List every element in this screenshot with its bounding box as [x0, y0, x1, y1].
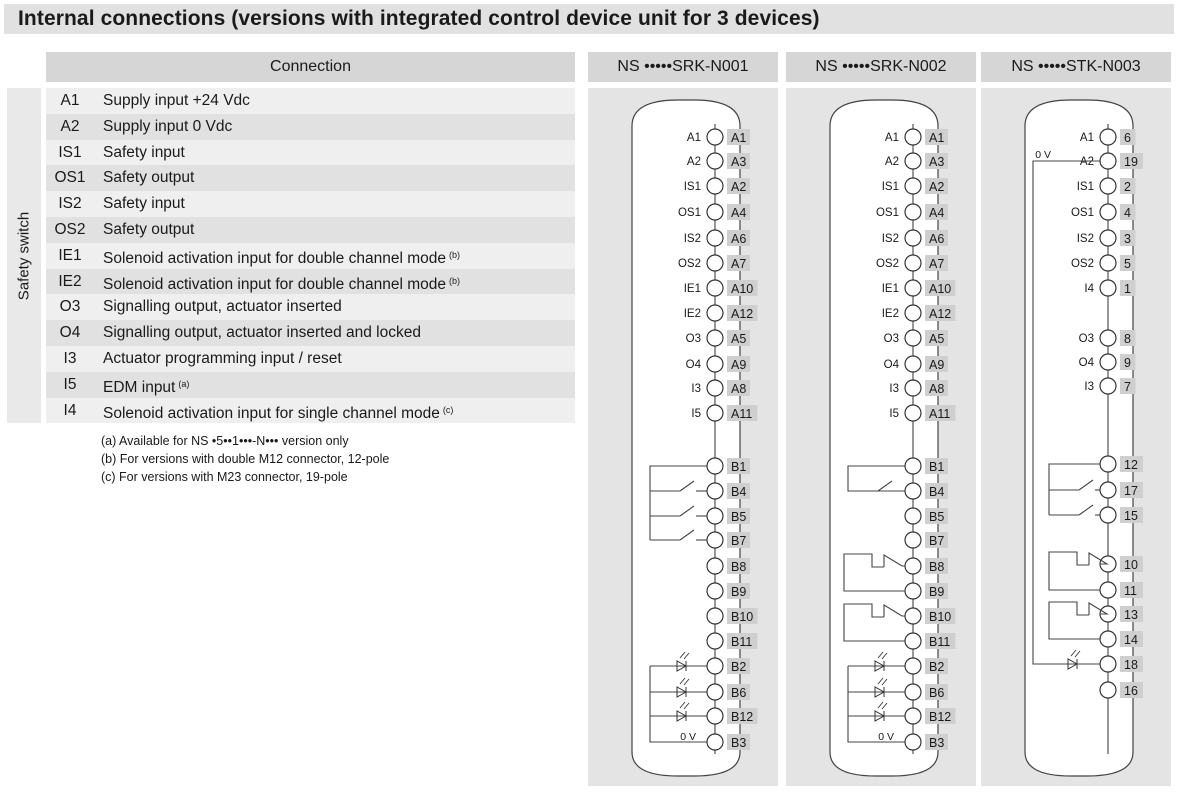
terminal-number: B4	[731, 485, 747, 499]
terminal-number: A11	[731, 407, 753, 421]
terminal-circle	[905, 508, 921, 524]
wiring-diagram-2	[786, 88, 976, 786]
terminal-number: A3	[929, 155, 945, 169]
terminal-number: A2	[929, 180, 945, 194]
terminal-circle	[905, 305, 921, 321]
terminal-number: A7	[731, 257, 747, 271]
terminal-number: B3	[929, 736, 945, 750]
terminal-number: B2	[731, 660, 747, 674]
connection-header: Connection	[46, 52, 575, 82]
terminal-circle	[707, 405, 723, 421]
terminal-number: B8	[929, 560, 945, 574]
table-row	[46, 346, 575, 372]
terminal-number: A8	[731, 382, 747, 396]
terminal-description: Actuator programming input / reset	[103, 349, 342, 367]
terminal-number: 18	[1124, 658, 1138, 672]
terminal-number: B8	[731, 560, 747, 574]
terminal-description: Safety output	[103, 169, 195, 187]
terminal-number: A1	[731, 131, 747, 145]
internal-signal-label: O3	[685, 333, 701, 345]
terminal-description: Safety output	[103, 220, 195, 238]
terminal-circle	[905, 633, 921, 649]
table-row	[46, 165, 575, 191]
terminal-number: 14	[1124, 633, 1138, 647]
terminal-circle	[905, 583, 921, 599]
terminal-circle	[905, 532, 921, 548]
terminal-number: 6	[1124, 131, 1131, 145]
terminal-number: A4	[731, 206, 747, 220]
terminal-circle	[707, 280, 723, 296]
zero-volt-label: 0 V	[878, 731, 894, 743]
terminal-description: Safety input	[103, 143, 185, 161]
device-body-outline	[1025, 100, 1133, 776]
terminal-description: Signalling output, actuator inserted	[103, 298, 342, 316]
terminal-number: B1	[929, 460, 945, 474]
terminal-number: A3	[731, 155, 747, 169]
terminal-code: A1	[60, 92, 80, 109]
terminal-circle	[905, 204, 921, 220]
table-row	[46, 140, 575, 166]
internal-signal-label: A1	[884, 132, 899, 144]
terminal-number: B7	[731, 534, 747, 548]
internal-signal-label: I5	[889, 408, 899, 420]
terminal-number: 2	[1124, 180, 1131, 194]
internal-signal-label: I3	[889, 383, 899, 395]
terminal-circle	[905, 129, 921, 145]
footnote-ref: (a)	[178, 378, 190, 389]
terminal-circle	[707, 583, 723, 599]
terminal-circle	[707, 356, 723, 372]
terminal-number: B6	[929, 686, 945, 700]
terminal-circle	[1100, 507, 1116, 523]
terminal-number: 9	[1124, 356, 1131, 370]
terminal-number: 11	[1124, 584, 1137, 598]
terminal-number: B1	[731, 460, 747, 474]
internal-signal-label: IS1	[1076, 181, 1094, 193]
terminal-circle	[1100, 582, 1116, 598]
terminal-circle	[1100, 230, 1116, 246]
footnote: (a) Available for NS •5••1•••-N••• version only	[101, 434, 349, 448]
terminal-circle	[905, 153, 921, 169]
terminal-number: 15	[1124, 509, 1138, 523]
terminal-number: A10	[731, 282, 754, 296]
terminal-number: A6	[929, 232, 945, 246]
terminal-number: A8	[929, 382, 945, 396]
terminal-circle	[905, 178, 921, 194]
internal-signal-label: IS1	[683, 181, 701, 193]
terminal-number: A12	[731, 307, 754, 321]
terminal-circle	[707, 558, 723, 574]
terminal-number: B5	[731, 510, 747, 524]
internal-signal-label: O4	[883, 359, 899, 371]
terminal-circle	[707, 633, 723, 649]
terminal-code: I4	[63, 401, 77, 419]
footnote-ref: (c)	[442, 404, 454, 415]
diagram-header-3: NS •••••STK-N003	[981, 52, 1171, 82]
table-row	[46, 294, 575, 320]
terminal-number: B5	[929, 510, 945, 524]
terminal-circle	[905, 356, 921, 372]
terminal-circle	[905, 558, 921, 574]
terminal-description: Safety input	[103, 195, 185, 213]
internal-signal-label: O4	[685, 359, 701, 371]
terminal-circle	[1100, 330, 1116, 346]
terminal-number: A5	[929, 332, 945, 346]
internal-signal-label: A2	[1079, 156, 1094, 168]
terminal-number: B11	[929, 635, 951, 649]
terminal-number: A9	[929, 358, 945, 372]
terminal-code: O4	[59, 324, 81, 342]
terminal-circle	[1100, 153, 1116, 169]
table-row	[46, 320, 575, 346]
terminal-description: Supply input +24 Vdc	[103, 92, 250, 109]
internal-signal-label: O3	[1078, 333, 1094, 345]
terminal-circle	[707, 684, 723, 700]
terminal-circle	[905, 734, 921, 750]
terminal-circle	[1100, 204, 1116, 220]
terminal-number: 17	[1124, 484, 1138, 498]
terminal-circle	[905, 255, 921, 271]
terminal-number: A11	[929, 407, 951, 421]
terminal-description: Solenoid activation input for double channel mode $^{(b)}$	[103, 249, 460, 267]
terminal-circle	[707, 608, 723, 624]
internal-signal-label: IS1	[881, 181, 899, 193]
table-row	[46, 269, 575, 295]
footnote: (b) For versions with double M12 connector, 12-pole	[101, 452, 390, 466]
terminal-number: 8	[1124, 332, 1131, 346]
terminal-code: IE2	[58, 272, 82, 290]
terminal-circle	[905, 230, 921, 246]
terminal-circle	[707, 532, 723, 548]
terminal-circle	[707, 458, 723, 474]
terminal-number: A10	[929, 282, 952, 296]
terminal-circle	[1100, 682, 1116, 698]
device-body-outline	[830, 100, 938, 776]
terminal-circle	[905, 458, 921, 474]
table-row	[46, 398, 575, 424]
terminal-number: A2	[731, 180, 747, 194]
terminal-circle	[1100, 482, 1116, 498]
terminal-number: A9	[731, 358, 747, 372]
terminal-description: Signalling output, actuator inserted and locked	[103, 324, 421, 342]
terminal-number: A12	[929, 307, 952, 321]
internal-signal-label: O3	[883, 333, 899, 345]
footnote-ref: (b)	[448, 249, 460, 260]
terminal-number: B11	[731, 635, 753, 649]
terminal-number: 3	[1124, 232, 1131, 246]
wiring-diagram-1	[588, 88, 778, 786]
terminal-number: B12	[731, 710, 754, 724]
diagram-panel-2	[786, 88, 976, 786]
terminal-number: 16	[1124, 684, 1138, 698]
terminal-number: B9	[929, 585, 945, 599]
terminal-circle	[1100, 631, 1116, 647]
terminal-description: EDM input $^{(a)}$	[103, 378, 190, 396]
table-row	[46, 372, 575, 398]
connection-table	[46, 88, 575, 423]
terminal-description: Supply input 0 Vdc	[103, 117, 233, 135]
diagram-header-2: NS •••••SRK-N002	[786, 52, 976, 82]
terminal-circle	[905, 708, 921, 724]
terminal-number: A6	[731, 232, 747, 246]
side-label-text: Safety switch	[15, 211, 33, 300]
terminal-circle	[707, 508, 723, 524]
terminal-number: B6	[731, 686, 747, 700]
zero-volt-label: 0 V	[1035, 149, 1051, 161]
terminal-circle	[1100, 378, 1116, 394]
diagram-header-1: NS •••••SRK-N001	[588, 52, 778, 82]
terminal-number: 7	[1124, 380, 1131, 394]
internal-signal-label: OS2	[1070, 258, 1094, 270]
internal-signal-label: OS1	[1070, 207, 1094, 219]
terminal-circle	[707, 305, 723, 321]
title-bar	[4, 4, 1174, 34]
internal-signal-label: A2	[884, 156, 899, 168]
internal-signal-label: A1	[1079, 132, 1094, 144]
internal-signal-label: I3	[691, 383, 701, 395]
terminal-number: 12	[1124, 458, 1138, 472]
internal-signal-label: O4	[1078, 357, 1094, 369]
terminal-description: Solenoid activation input for double channel mode $^{(b)}$	[103, 275, 460, 293]
page-title: Internal connections (versions with integrated control device unit for 3 devices)	[18, 7, 820, 30]
terminal-number: B2	[929, 660, 945, 674]
terminal-circle	[1100, 255, 1116, 271]
terminal-code: I5	[63, 375, 77, 393]
internal-signal-label: A1	[686, 132, 701, 144]
internal-signal-label: I4	[1084, 283, 1094, 295]
terminal-circle	[707, 129, 723, 145]
terminal-circle	[905, 483, 921, 499]
terminal-circle	[905, 405, 921, 421]
internal-signal-label: OS2	[677, 258, 701, 270]
terminal-number: A4	[929, 206, 945, 220]
terminal-circle	[905, 658, 921, 674]
terminal-number: 4	[1124, 206, 1131, 220]
internal-signal-label: IE1	[881, 283, 899, 295]
terminal-code: OS2	[54, 220, 86, 238]
terminal-circle	[707, 330, 723, 346]
terminal-circle	[1100, 129, 1116, 145]
internal-signal-label: IE2	[881, 308, 899, 320]
internal-signal-label: IE2	[683, 308, 701, 320]
terminal-code: IS1	[58, 143, 82, 161]
internal-signal-label: A2	[686, 156, 701, 168]
internal-signal-label: IS2	[881, 233, 899, 245]
terminal-circle	[707, 153, 723, 169]
internal-signal-label: I5	[691, 408, 701, 420]
terminal-circle	[707, 204, 723, 220]
terminal-number: A1	[929, 131, 945, 145]
terminal-code: O3	[59, 298, 81, 316]
terminal-circle	[905, 608, 921, 624]
terminal-number: A7	[929, 257, 945, 271]
terminal-description: Solenoid activation input for single channel mode $^{(c)}$	[103, 404, 454, 422]
device-body-outline	[632, 100, 740, 776]
internal-signal-label: OS2	[875, 258, 899, 270]
table-row	[46, 191, 575, 217]
terminal-code: OS1	[54, 169, 86, 187]
terminal-number: B10	[731, 610, 754, 624]
terminal-number: B9	[731, 585, 747, 599]
terminal-circle	[1100, 178, 1116, 194]
footnotes	[101, 432, 389, 486]
diagram-panel-1	[588, 88, 778, 786]
terminal-circle	[707, 230, 723, 246]
terminal-circle	[905, 380, 921, 396]
terminal-circle	[707, 483, 723, 499]
terminal-number: B4	[929, 485, 945, 499]
terminal-circle	[1100, 656, 1116, 672]
terminal-circle	[1100, 354, 1116, 370]
terminal-circle	[1100, 456, 1116, 472]
table-row	[46, 114, 575, 140]
terminal-circle	[905, 684, 921, 700]
terminal-circle	[905, 330, 921, 346]
terminal-circle	[905, 280, 921, 296]
table-row	[46, 243, 575, 269]
diagram-panel-3	[981, 88, 1171, 786]
terminal-number: B3	[731, 736, 747, 750]
internal-signal-label: IS2	[683, 233, 701, 245]
terminal-circle	[707, 734, 723, 750]
terminal-number: 10	[1124, 558, 1138, 572]
zero-volt-label: 0 V	[680, 731, 696, 743]
footnote: (c) For versions with M23 connector, 19-pole	[101, 470, 348, 484]
terminal-number: B7	[929, 534, 945, 548]
terminal-circle	[707, 380, 723, 396]
terminal-code: IE1	[58, 246, 82, 264]
terminal-circle	[707, 658, 723, 674]
terminal-code: IS2	[58, 195, 82, 213]
terminal-circle	[1100, 280, 1116, 296]
wiring-diagram-3	[981, 88, 1171, 786]
internal-signal-label: OS1	[875, 207, 899, 219]
terminal-number: B10	[929, 610, 952, 624]
table-row	[46, 217, 575, 243]
internal-signal-label: I3	[1084, 381, 1094, 393]
terminal-circle	[707, 178, 723, 194]
terminal-number: 1	[1124, 282, 1131, 296]
terminal-number: B12	[929, 710, 952, 724]
terminal-circle	[707, 708, 723, 724]
terminal-code: I3	[63, 349, 77, 367]
footnote-ref: (b)	[448, 275, 460, 286]
terminal-circle	[707, 255, 723, 271]
terminal-code: A2	[60, 117, 80, 135]
terminal-number: 13	[1124, 608, 1138, 622]
internal-signal-label: OS1	[677, 207, 701, 219]
internal-signal-label: IS2	[1076, 233, 1094, 245]
terminal-number: 5	[1124, 257, 1131, 271]
terminal-number: A5	[731, 332, 747, 346]
table-row	[46, 88, 575, 114]
terminal-number: 19	[1124, 155, 1138, 169]
internal-signal-label: IE1	[683, 283, 701, 295]
side-label	[7, 88, 41, 423]
